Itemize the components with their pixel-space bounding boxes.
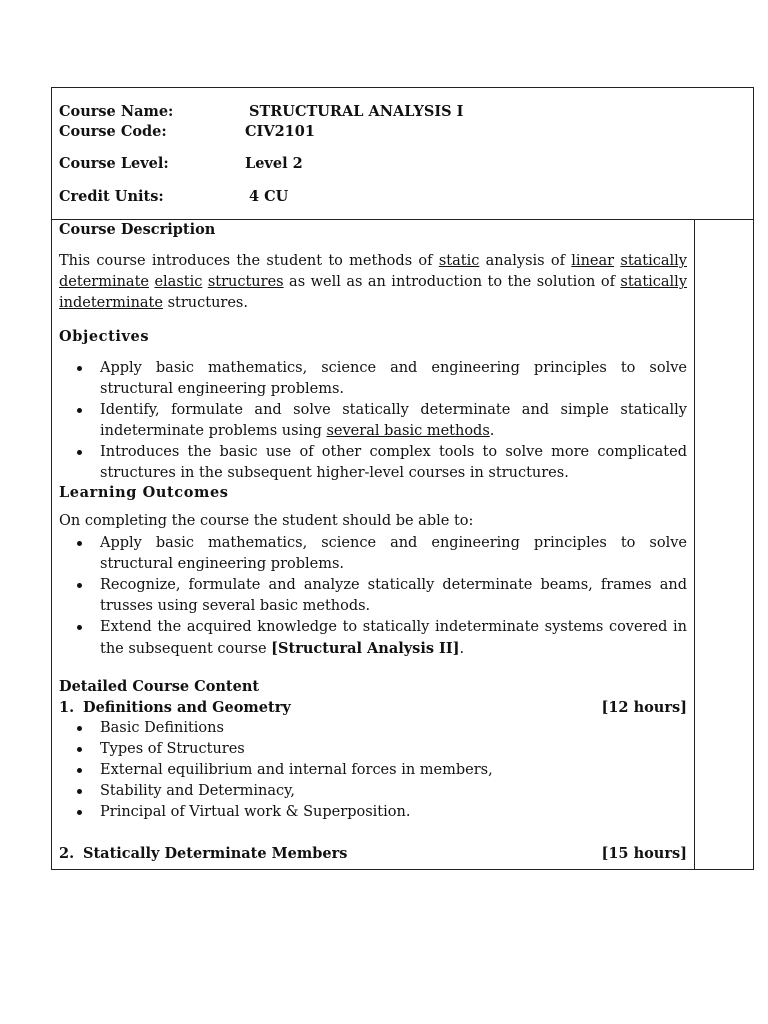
list-item <box>59 781 687 802</box>
course-description-title: Course Description <box>59 221 216 238</box>
learning-outcomes-title: Learning Outcomes <box>59 484 229 501</box>
section-number: 2. <box>59 845 75 862</box>
bullet-icon <box>77 747 82 752</box>
outcomes-list <box>59 533 687 660</box>
bullet-icon <box>77 541 82 546</box>
list-item <box>59 400 687 442</box>
list-item <box>59 760 687 781</box>
list-item <box>59 617 687 660</box>
list-item-underlined: several basic methods <box>326 423 490 439</box>
content-section-heading <box>59 697 687 718</box>
bullet-icon <box>77 583 82 588</box>
desc-underlined: static <box>438 253 480 269</box>
bullet-icon <box>77 450 82 455</box>
desc-underlined: statically determinate <box>59 253 687 290</box>
bullet-icon <box>77 810 82 815</box>
objectives-list <box>59 358 687 484</box>
list-item-text: Recognize, formulate and analyze statically determinate beams, frames and trusses using several basic methods. <box>100 577 687 614</box>
section-number: 1. <box>59 699 75 716</box>
desc-text: structures. <box>162 295 248 311</box>
course-code-label: Course Code: <box>59 123 167 140</box>
course-table <box>51 87 754 870</box>
course-name-value: STRUCTURAL ANALYSIS I <box>249 103 464 120</box>
list-item <box>59 442 687 484</box>
desc-underlined: elastic <box>154 274 203 290</box>
list-item-text: Apply basic mathematics, science and engineering principles to solve structural engineering problems. <box>100 535 687 572</box>
desc-underlined: statically indeterminate <box>59 274 688 311</box>
list-item-text: External equilibrium and internal forces in members, <box>100 762 493 778</box>
section-heading-left <box>59 697 291 718</box>
section-title: Definitions and Geometry <box>83 699 291 716</box>
list-item <box>59 575 687 617</box>
desc-underlined: linear <box>571 253 615 269</box>
desc-text: analysis of <box>479 253 572 269</box>
list-item <box>59 802 687 823</box>
list-item <box>59 358 687 400</box>
list-item-text: Types of Structures <box>100 741 245 757</box>
list-item-text: Basic Definitions <box>100 720 224 736</box>
section-heading-left <box>59 843 347 864</box>
list-item-text: Stability and Determinacy, <box>100 783 296 799</box>
section-items-list <box>59 718 687 823</box>
credit-units-label: Credit Units: <box>59 188 164 205</box>
list-item-text: Apply basic mathematics, science and engineering principles to solve structural engineering problems. <box>100 360 687 397</box>
course-level-label: Course Level: <box>59 155 169 172</box>
bullet-icon <box>77 726 82 731</box>
desc-text: as well as an introduction to the solution of <box>283 274 621 290</box>
objectives-title: Objectives <box>59 328 150 345</box>
list-item-text: . <box>459 641 465 657</box>
list-item-text: . <box>489 423 495 439</box>
credit-units-value: 4 CU <box>249 188 289 205</box>
list-item-text: Identify, formulate and solve statically determinate and simple statically indeterminate problems using <box>100 402 687 439</box>
detailed-content-title: Detailed Course Content <box>59 678 260 695</box>
bullet-icon <box>77 366 82 371</box>
list-item <box>59 739 687 760</box>
learning-outcomes-intro: On completing the course the student should be able to: <box>59 513 474 529</box>
desc-underlined: structures <box>207 274 284 290</box>
bullet-icon <box>77 408 82 413</box>
list-item <box>59 533 687 575</box>
column-divider <box>694 220 695 870</box>
section-hours: [12 hours] <box>601 699 687 716</box>
course-header <box>52 88 753 220</box>
course-name-label: Course Name: <box>59 103 174 120</box>
list-item <box>59 718 687 739</box>
section-title: Statically Determinate Members <box>83 845 348 862</box>
list-item-text: Principal of Virtual work & Superposition. <box>100 804 411 820</box>
course-description-text <box>59 251 687 314</box>
list-item-text: Introduces the basic use of other complex tools to solve more complicated structures in the subsequent higher-level courses in structures. <box>100 444 687 481</box>
section-hours: [15 hours] <box>601 845 687 862</box>
bullet-icon <box>77 789 82 794</box>
course-level-value: Level 2 <box>245 155 303 172</box>
course-body <box>59 221 687 864</box>
list-item-bold: [Structural Analysis II] <box>271 640 460 657</box>
bullet-icon <box>77 768 82 773</box>
course-code-value: CIV2101 <box>245 123 315 140</box>
list-item-text: Extend the acquired knowledge to statically indeterminate systems covered in the subsequent course <box>100 619 687 657</box>
bullet-icon <box>77 625 82 630</box>
content-section-heading <box>59 843 687 864</box>
desc-text: This course introduces the student to methods of <box>59 253 439 269</box>
